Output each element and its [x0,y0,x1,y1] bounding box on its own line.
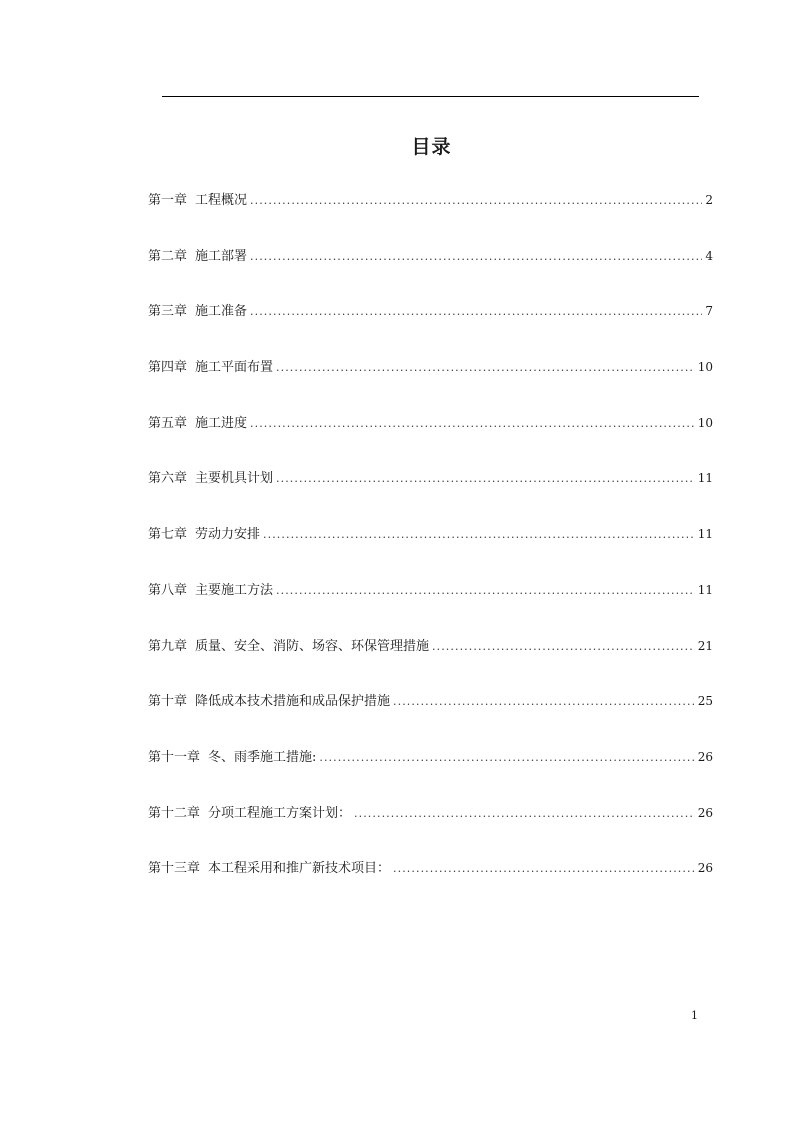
dot-leader [319,748,694,768]
toc-chapter-label: 第十章 [148,694,188,710]
toc-entry[interactable] [148,803,713,859]
toc-chapter-label: 第九章 [148,638,188,654]
dot-leader [250,414,695,434]
toc-heading: 分项工程施工方案计划： [208,805,352,821]
toc-entry[interactable] [148,246,713,302]
toc-chapter-label: 第十二章 [148,805,201,821]
toc-page-number: 11 [697,582,713,597]
toc-chapter-label: 第四章 [148,360,188,376]
toc-entry[interactable] [148,468,713,524]
toc-heading: 本工程采用和推广新技术项目： [208,861,391,877]
toc-page-number: 26 [697,861,713,876]
dot-leader [250,191,702,211]
toc-page-number: 7 [705,304,713,319]
toc-page-number: 11 [697,527,713,542]
toc-page-number: 11 [697,471,713,486]
toc-chapter-label: 第一章 [148,193,188,208]
toc-heading: 主要施工方法 [195,582,274,598]
toc-entry[interactable] [148,580,713,636]
toc-chapter-label: 第八章 [148,582,188,598]
toc-page-number: 4 [705,248,713,263]
page-number: 1 [691,1009,698,1022]
toc-entry[interactable] [148,636,713,692]
dot-leader [276,581,695,601]
toc-page-number: 26 [697,749,713,764]
toc-list [148,190,713,914]
toc-entry[interactable] [148,524,713,580]
dot-leader [432,637,695,657]
toc-entry[interactable] [148,413,713,469]
toc-heading: 降低成本技术措施和成品保护措施 [195,694,391,710]
toc-heading: 施工平面布置 [195,360,274,376]
toc-heading: 冬、雨季施工措施: [208,749,317,765]
toc-heading: 劳动力安排 [195,527,261,543]
toc-entry[interactable] [148,357,713,413]
toc-entry[interactable] [148,691,713,747]
toc-heading: 工程概况 [195,193,248,208]
toc-entry[interactable] [148,858,713,914]
toc-page-number: 10 [697,360,713,375]
toc-chapter-label: 第六章 [148,471,188,487]
dot-leader [393,692,695,712]
dot-leader [263,525,695,545]
toc-page-number: 26 [697,805,713,820]
toc-entry[interactable] [148,747,713,803]
header-rule [162,96,699,97]
toc-entry[interactable] [148,190,713,246]
dot-leader [354,804,695,824]
toc-heading: 施工进度 [195,415,248,431]
toc-chapter-label: 第十三章 [148,861,201,877]
toc-heading: 施工部署 [195,248,248,264]
dot-leader [276,469,695,489]
toc-chapter-label: 第七章 [148,527,188,543]
dot-leader [276,358,695,378]
toc-page-number: 2 [705,193,713,207]
toc-page-number: 10 [697,415,713,430]
toc-chapter-label: 第二章 [148,248,188,264]
toc-entry[interactable] [148,301,713,357]
toc-title: 目录 [411,136,452,158]
toc-chapter-label: 第十一章 [148,749,201,765]
dot-leader [250,247,702,267]
toc-page-number: 21 [697,638,713,653]
toc-heading: 主要机具计划 [195,471,274,487]
dot-leader [393,859,695,879]
toc-chapter-label: 第三章 [148,304,188,320]
toc-heading: 施工准备 [195,304,248,320]
toc-chapter-label: 第五章 [148,415,188,431]
dot-leader [250,302,702,322]
toc-heading: 质量、安全、消防、场容、环保管理措施 [195,638,430,654]
toc-page-number: 25 [697,694,713,709]
